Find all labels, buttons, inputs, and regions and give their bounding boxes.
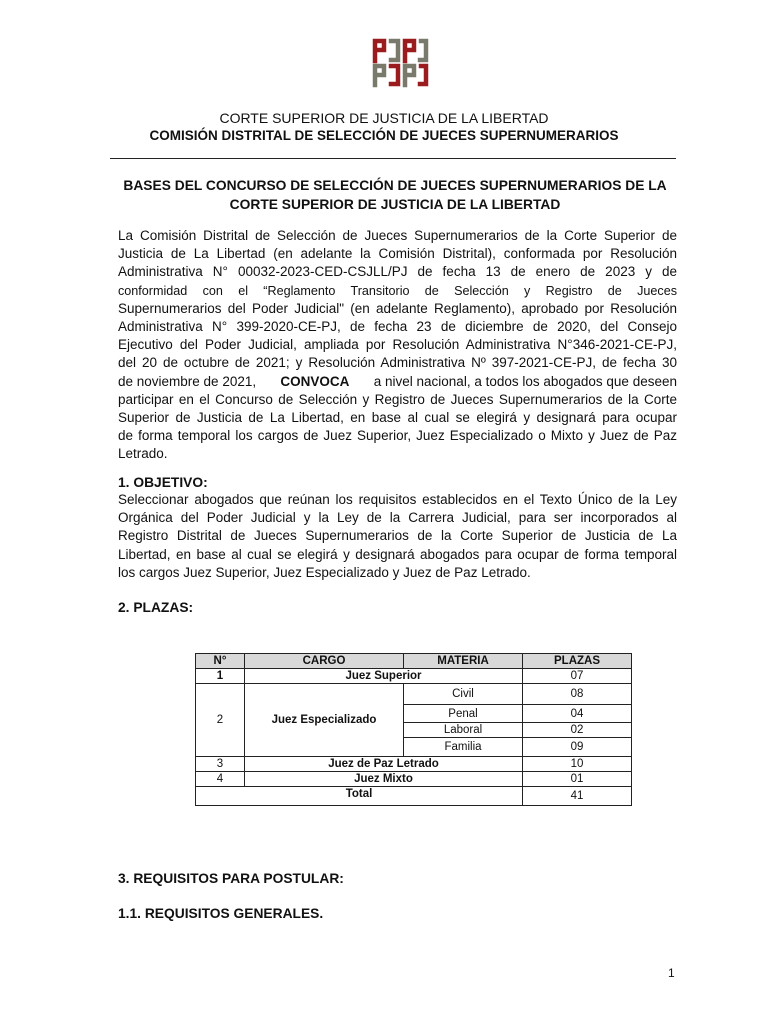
table-row [196,684,632,705]
court-name: CORTE SUPERIOR DE JUSTICIA DE LA LIBERTAD [219,110,549,126]
intro-line: Letrado. [118,446,168,462]
section-3-subheading: 1.1. REQUISITOS GENERALES. [118,906,324,921]
row-plazas: 07 [523,669,632,684]
plazas-table [195,653,632,806]
section-1-heading: 1. OBJETIVO: [118,475,208,490]
row-plazas: 10 [523,757,632,772]
header-materia: MATERIA [404,654,523,669]
objective-line: los cargos Juez Superior, Juez Especializado y Juez de Paz Letrado. [118,564,531,580]
table-row [196,772,632,787]
section-3-heading: 3. REQUISITOS PARA POSTULAR: [118,871,344,886]
intro-line: Ejecutivo del Poder Judicial, ampliada por Resolución Administrativa N°346-2021-CE-PJ, [118,337,677,353]
intro-line: Administrativa N° 399-2020-CE-PJ, de fecha 23 de diciembre de 2020, del Consejo [118,319,677,335]
objective-line: Libertad, en base al cual se elegirá y designará abogados para ocupar de forma temporal [118,546,677,562]
row-number: 1 [196,669,245,684]
row-plazas: 02 [523,723,632,738]
row-number: 3 [196,757,245,772]
header-divider [110,158,676,159]
table-row [196,669,632,684]
row-number: 4 [196,772,245,787]
row-plazas: 08 [523,684,632,705]
intro-line: Justicia de La Libertad (en adelante la Comisión Distrital), conformada por Resolución [118,246,677,262]
row-materia: Familia [404,738,523,757]
row-cargo: Juez Superior [245,669,523,684]
table-total-row [196,787,632,806]
row-plazas: 04 [523,705,632,723]
table-row [196,757,632,772]
intro-line: La Comisión Distrital de Selección de Jueces Supernumerarios de la Corte Superior de [118,228,677,243]
row-number: 2 [196,684,245,757]
total-label: Total [196,787,523,806]
objective-line: Registro Distrital de Jueces Supernumerarios de la Corte Superior de Justicia de La [118,528,677,544]
total-plazas: 41 [523,787,632,806]
intro-line: Supernumerarios del Poder Judicial" (en adelante Reglamento), aprobado por Resolución [118,300,677,316]
intro-line: del 20 de octubre de 2021; y Resolución Administrativa Nº 397-2021-CE-PJ, de fecha 30 [118,355,677,371]
row-cargo: Juez Mixto [245,772,523,787]
table-header-row [196,654,632,669]
row-materia: Penal [404,705,523,723]
section-2-heading: 2. PLAZAS: [118,600,194,615]
objective-line: Orgánica del Poder Judicial y la Ley de la Carrera Judicial, para ser incorporados al [118,510,677,526]
commission-name: COMISIÓN DISTRITAL DE SELECCIÓN DE JUECES SUPERNUMERARIOS [149,128,619,143]
intro-line: participar en el Concurso de Selección y Registro de Jueces Supernumerarios de la Corte [118,391,677,407]
intro-line: Superior de Justicia de La Libertad, en base al cual se elegirá y designará para ocupar [118,410,677,426]
convoca-word: CONVOCA [280,373,350,389]
intro-line: Administrativa N° 00032-2023-CED-CSJLL/PJ de fecha 13 de enero de 2023 y de [118,264,677,280]
intro-paragraph [118,227,677,464]
intro-line-end: a nivel nacional, a todos los abogados que deseen [373,373,677,389]
pj-logo [371,38,429,88]
row-materia: Laboral [404,723,523,738]
row-plazas: 09 [523,738,632,757]
intro-line-convoca [118,373,677,391]
objective-line: Seleccionar abogados que reúnan los requisitos establecidos en el Texto Único de la Ley [118,492,677,507]
row-plazas: 01 [523,772,632,787]
intro-line: de forma temporal los cargos de Juez Superior, Juez Especializado o Mixto y Juez de Paz [118,428,677,444]
intro-line: conformidad con el “Reglamento Transitorio de Selección y Registro de Jueces [118,283,677,298]
header-cargo: CARGO [245,654,404,669]
row-materia: Civil [404,684,523,705]
section-1-paragraph [118,491,677,582]
page-number: 1 [668,966,675,980]
row-cargo: Juez Especializado [245,684,404,757]
row-cargo: Juez de Paz Letrado [245,757,523,772]
title-line-1: BASES DEL CONCURSO DE SELECCIÓN DE JUECES SUPERNUMERARIOS DE LA [123,178,667,193]
header-plazas: PLAZAS [523,654,632,669]
header-number: N° [196,654,245,669]
document-title [100,176,690,214]
intro-line-start: de noviembre de 2021, [118,373,257,389]
title-line-2: CORTE SUPERIOR DE JUSTICIA DE LA LIBERTAD [229,197,561,212]
